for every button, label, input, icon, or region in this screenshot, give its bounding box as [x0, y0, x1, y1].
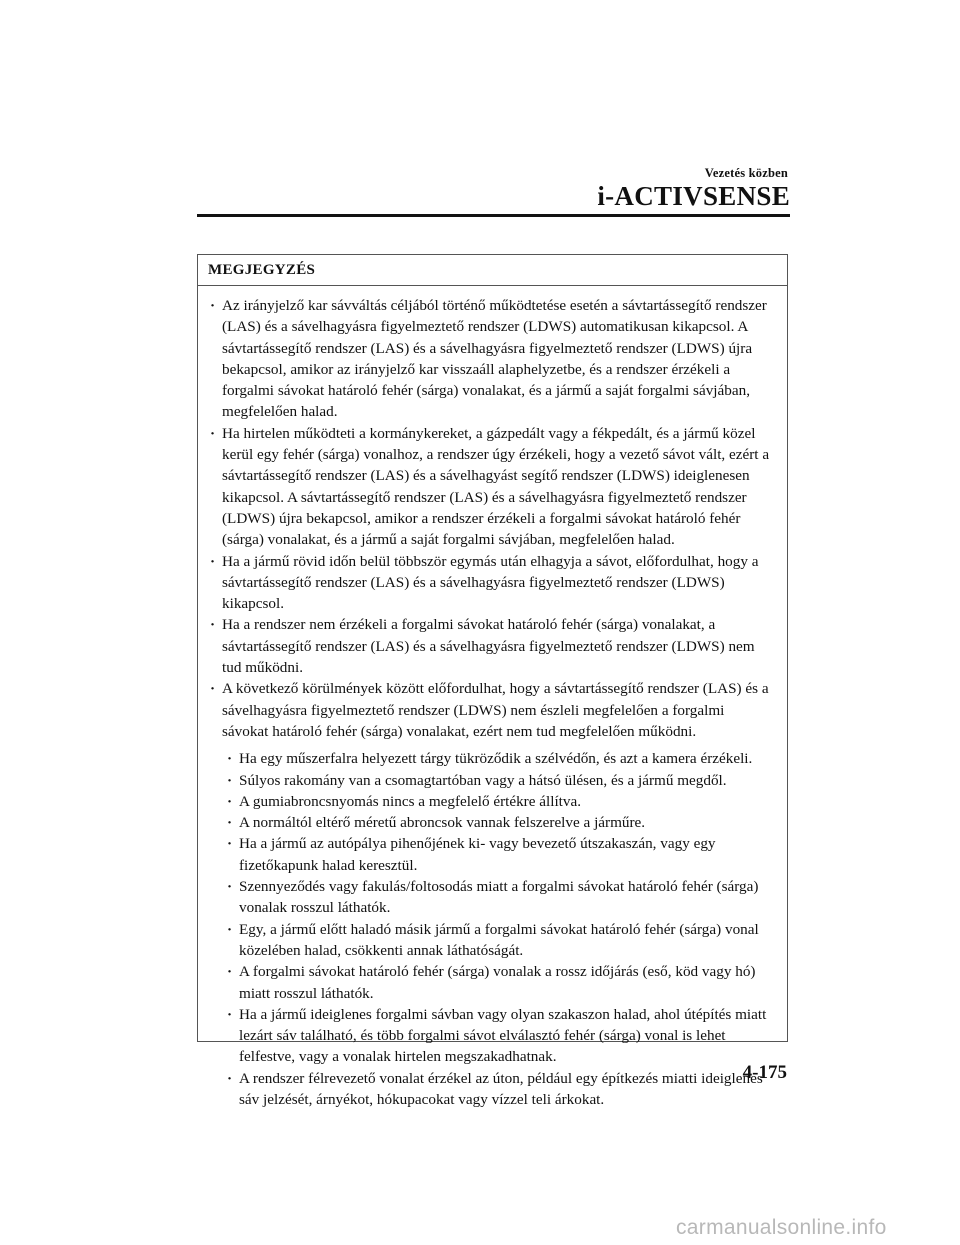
condition-item-text: Ha egy műszerfalra helyezett tárgy tükröződik a szélvédőn, és azt a kamera érzékeli.: [239, 750, 753, 768]
note-item-text: Ha a jármű rövid időn belül többször egymás után elhagyja a sávot, előfordulhat, hogy a sávtartássegítő rendszer (LAS) és a sávelhagyásra figyelmeztető rendszer (LDWS) kikapcsol.: [222, 552, 759, 613]
bullet-dot-icon: ·: [227, 750, 233, 768]
bullet-dot-icon: ·: [210, 297, 216, 314]
note-item: [210, 678, 773, 742]
chapter-title: i-ACTIVSENSE: [597, 181, 790, 211]
condition-item: [227, 876, 773, 919]
condition-item-text: Szennyeződés vagy fakulás/foltosodás miatt a forgalmi sávokat határoló fehér (sárga) vonalak rosszul láthatók.: [239, 878, 759, 917]
condition-item: [227, 1004, 773, 1068]
bullet-dot-icon: ·: [227, 835, 233, 853]
note-item: [210, 614, 773, 678]
condition-item: [227, 748, 773, 769]
condition-item: [227, 1068, 773, 1111]
condition-item: [227, 919, 773, 962]
condition-item-text: A normáltól eltérő méretű abroncsok vannak felszerelve a járműre.: [239, 814, 646, 832]
condition-item: [227, 770, 773, 791]
condition-item-text: Ha a jármű az autópálya pihenőjének ki- vagy bevezető útszakaszán, vagy egy fizetőkapunk halad keresztül.: [239, 835, 716, 874]
condition-item-text: Egy, a jármű előtt haladó másik jármű a forgalmi sávokat határoló fehér (sárga) vonal közelében halad, csökkenti annak láthatóságát.: [239, 920, 759, 959]
page-number: 4-175: [742, 1062, 787, 1083]
note-title: MEGJEGYZÉS: [198, 255, 787, 286]
bullet-dot-icon: ·: [227, 1069, 233, 1087]
note-item-text: Az irányjelző kar sávváltás céljából történő működtetése esetén a sávtartássegítő rendszer (LAS) és a sávelhagyásra figyelmeztető rendszer (LDWS) automatikusan kikapcsol. A sávtartássegítő rendszer (LAS) és a sávelhagyásra figyelmeztető rendszer (LDWS) újra bekapcsol, amikor az irányjelző kar visszaáll alaphelyzetbe, és a rendszer érzékeli a forgalmi sávokat határoló fehér (sárga) vonalakat, és a jármű a saját forgalmi sávjában, megfelelően halad.: [222, 297, 767, 421]
condition-item-text: A forgalmi sávokat határoló fehér (sárga) vonalak a rossz időjárás (eső, köd vagy hó) miatt rosszul láthatók.: [239, 963, 756, 1002]
note-item: [210, 551, 773, 615]
bullet-dot-icon: ·: [210, 680, 216, 698]
condition-item-text: Súlyos rakomány van a csomagtartóban vagy a hátsó ülésen, és a jármű megdől.: [239, 771, 727, 789]
watermark: carmanualsonline.info: [676, 1216, 887, 1239]
bullet-dot-icon: ·: [227, 963, 233, 981]
note-body: [198, 286, 787, 1110]
bullet-dot-icon: ·: [227, 878, 233, 896]
bullet-dot-icon: ·: [227, 792, 233, 810]
condition-item: [227, 961, 773, 1004]
section-title: Vezetés közben: [704, 166, 788, 180]
condition-item-text: A rendszer félrevezető vonalat érzékel az úton, például egy építkezés miatti ideiglenes sáv jelzését, árnyékot, hókupacokat vagy vízzel teli árkokat.: [239, 1069, 763, 1108]
condition-item-text: A gumiabroncsnyomás nincs a megfelelő értékre állítva.: [239, 792, 582, 810]
bullet-dot-icon: ·: [227, 920, 233, 938]
note-item: [210, 423, 773, 551]
bullet-dot-icon: ·: [210, 616, 216, 634]
bullet-dot-icon: ·: [227, 814, 233, 832]
bullet-dot-icon: ·: [227, 1005, 233, 1023]
bullet-dot-icon: ·: [210, 552, 216, 570]
condition-item-text: Ha a jármű ideiglenes forgalmi sávban vagy olyan szakaszon halad, ahol útépítés miatt lezárt sáv található, és több forgalmi sávot elválasztó fehér (sárga) vonal is lehet felfestve, vagy a vonalak hirtelen megszakadhatnak.: [239, 1005, 767, 1066]
note-item-text: A következő körülmények között előfordulhat, hogy a sávtartássegítő rendszer (LAS) és a sávelhagyásra figyelmeztető rendszer (LDWS) nem észleli megfelelően a forgalmi sávokat határoló fehér (sárga) vonalakat, ezért nem tud megfelelően működni.: [222, 680, 769, 740]
conditions-list: [222, 748, 773, 1110]
note-item-text: Ha a rendszer nem érzékeli a forgalmi sávokat határoló fehér (sárga) vonalakat, a sávtartássegítő rendszer (LAS) és a sávelhagyásra figyelmeztető rendszer (LDWS) nem tud működni.: [222, 616, 755, 677]
condition-item: [227, 812, 773, 833]
header-rule: [197, 214, 790, 217]
condition-item: [227, 833, 773, 876]
note-list: [210, 295, 773, 742]
bullet-dot-icon: ·: [210, 424, 216, 442]
condition-item: [227, 791, 773, 812]
bullet-dot-icon: ·: [227, 771, 233, 789]
note-item: [210, 295, 773, 423]
note-item-text: Ha hirtelen működteti a kormánykereket, a gázpedált vagy a fékpedált, és a jármű közel kerül egy fehér (sárga) vonalhoz, a rendszer úgy érzékeli, hogy a vezető sávot vált, ezért a sávtartássegítő rendszer (LAS) és a sávelhagyást segítő rendszer (LDWS) ideiglenesen kikapcsol. A sávtartássegítő rendszer (LAS) és a sávelhagyásra figyelmeztető rendszer (LDWS) újra bekapcsol, amikor a rendszer érzékeli a forgalmi sávokat határoló fehér (sárga) vonalakat, és a jármű a saját forgalmi sávjában, megfelelően halad.: [222, 424, 770, 549]
